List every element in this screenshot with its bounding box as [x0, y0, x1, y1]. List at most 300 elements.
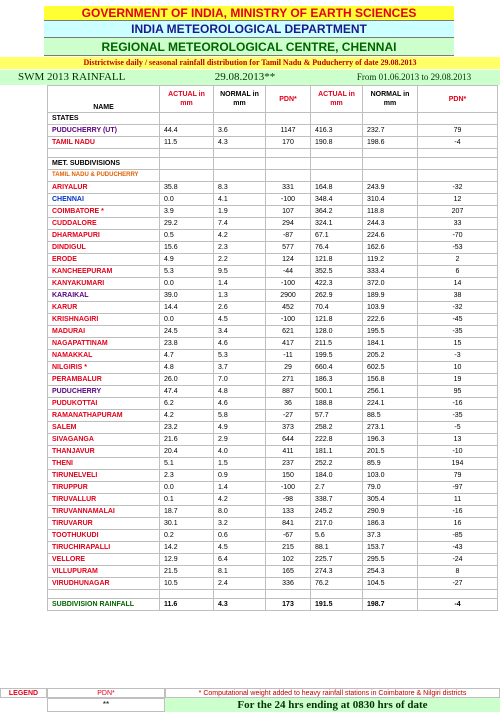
cell-a2: 2.7 — [311, 482, 363, 494]
row-name: KARAIKAL — [48, 290, 160, 302]
row-name: TIRUVARUR — [48, 518, 160, 530]
row-name: NILGIRIS * — [48, 362, 160, 374]
cell-p1: 887 — [266, 386, 311, 398]
district-row — [48, 194, 498, 206]
cell-p2: -3 — [418, 350, 498, 362]
district-row — [48, 458, 498, 470]
row-name: RAMANATHAPURAM — [48, 410, 160, 422]
row-name: ARIYALUR — [48, 182, 160, 194]
cell-a2: 181.1 — [311, 446, 363, 458]
cell-a2: 211.5 — [311, 338, 363, 350]
cell-n1: 0.9 — [214, 470, 266, 482]
row-name: PUDUCHERRY — [48, 386, 160, 398]
cell-n1: 2.6 — [214, 302, 266, 314]
row-name: PERAMBALUR — [48, 374, 160, 386]
cell-p2: 207 — [418, 206, 498, 218]
cell-n1: 4.6 — [214, 398, 266, 410]
col-normal-day: NORMAL in mm — [214, 86, 266, 113]
cell-p1: 29 — [266, 362, 311, 374]
cell-n2: 224.1 — [363, 398, 418, 410]
cell-p2: -35 — [418, 326, 498, 338]
district-row — [48, 230, 498, 242]
cell-p2: 14 — [418, 278, 498, 290]
cell-a2: 186.3 — [311, 374, 363, 386]
cell-a2: 422.3 — [311, 278, 363, 290]
cell-a1: 39.0 — [160, 290, 214, 302]
cell-n2: 196.3 — [363, 434, 418, 446]
cell-n1: 1.3 — [214, 290, 266, 302]
cell-p2: -10 — [418, 446, 498, 458]
cell-n1: 9.5 — [214, 266, 266, 278]
cell-p2: -4 — [418, 599, 498, 611]
cell-p2: 12 — [418, 194, 498, 206]
cell-n1: 7.4 — [214, 218, 266, 230]
cell-n2: 244.3 — [363, 218, 418, 230]
cell-p1: -100 — [266, 314, 311, 326]
cell-a2: 164.8 — [311, 182, 363, 194]
district-row — [48, 218, 498, 230]
section-row-met-sub — [48, 170, 498, 182]
state-row — [48, 137, 498, 149]
cell-p1: -11 — [266, 350, 311, 362]
cell-n1: 4.3 — [214, 137, 266, 149]
cell-p2: -27 — [418, 578, 498, 590]
section-label — [48, 149, 160, 158]
cell-a2: 191.5 — [311, 599, 363, 611]
cell-p1: 36 — [266, 398, 311, 410]
cell-n1: 3.2 — [214, 518, 266, 530]
district-row — [48, 518, 498, 530]
cell-p2: 2 — [418, 254, 498, 266]
col-normal-season: NORMAL in mm — [363, 86, 418, 113]
cell-a1: 0.0 — [160, 194, 214, 206]
cell-n1: 2.3 — [214, 242, 266, 254]
district-row — [48, 542, 498, 554]
district-row — [48, 398, 498, 410]
cell-p2: 16 — [418, 518, 498, 530]
row-name: KARUR — [48, 302, 160, 314]
cell-p2: 79 — [418, 470, 498, 482]
cell-n2: 118.8 — [363, 206, 418, 218]
cell-p2: 79 — [418, 125, 498, 137]
cell-n1: 3.6 — [214, 125, 266, 137]
section-label: STATES — [48, 113, 160, 125]
cell-a1: 21.6 — [160, 434, 214, 446]
cell-n2: 232.7 — [363, 125, 418, 137]
cell-p2: 15 — [418, 338, 498, 350]
cell-n2: 372.0 — [363, 278, 418, 290]
cell-n1: 7.0 — [214, 374, 266, 386]
footer-double-star: ** — [47, 698, 165, 712]
row-name: TIRUVALLUR — [48, 494, 160, 506]
cell-n2: 205.2 — [363, 350, 418, 362]
district-row — [48, 410, 498, 422]
cell-p2: -16 — [418, 398, 498, 410]
cell-n1: 4.1 — [214, 194, 266, 206]
cell-n1: 4.2 — [214, 494, 266, 506]
cell-a1: 14.2 — [160, 542, 214, 554]
cell-a2: 364.2 — [311, 206, 363, 218]
cell-n1: 4.5 — [214, 314, 266, 326]
row-name: CUDDALORE — [48, 218, 160, 230]
cell-n1: 0.6 — [214, 530, 266, 542]
cell-n2: 198.7 — [363, 599, 418, 611]
rainfall-table — [47, 85, 498, 611]
cell-a2: 76.2 — [311, 578, 363, 590]
cell-a1: 5.1 — [160, 458, 214, 470]
cell-p1: -100 — [266, 194, 311, 206]
cell-a1: 24.5 — [160, 326, 214, 338]
cell-a1: 2.3 — [160, 470, 214, 482]
cell-n1: 8.0 — [214, 506, 266, 518]
cell-p1: 1147 — [266, 125, 311, 137]
cell-a1: 30.1 — [160, 518, 214, 530]
cell-a1: 23.2 — [160, 422, 214, 434]
footer-note: For the 24 hrs ending at 0830 hrs of date — [165, 698, 500, 712]
district-row — [48, 374, 498, 386]
cell-n1: 8.3 — [214, 182, 266, 194]
cell-p1: 841 — [266, 518, 311, 530]
column-header-row — [48, 86, 498, 113]
cell-a1: 4.2 — [160, 410, 214, 422]
row-name: TOOTHUKUDI — [48, 530, 160, 542]
cell-n1: 4.8 — [214, 386, 266, 398]
district-row — [48, 530, 498, 542]
section-row-met — [48, 158, 498, 170]
row-name: MADURAI — [48, 326, 160, 338]
row-name: TIRUPPUR — [48, 482, 160, 494]
district-row — [48, 290, 498, 302]
cell-a1: 10.5 — [160, 578, 214, 590]
cell-a2: 274.3 — [311, 566, 363, 578]
cell-p1: -27 — [266, 410, 311, 422]
cell-n2: 602.5 — [363, 362, 418, 374]
row-name: THANJAVUR — [48, 446, 160, 458]
district-row — [48, 278, 498, 290]
cell-n2: 85.9 — [363, 458, 418, 470]
cell-n2: 88.5 — [363, 410, 418, 422]
cell-n2: 290.9 — [363, 506, 418, 518]
row-name: VELLORE — [48, 554, 160, 566]
cell-n2: 156.8 — [363, 374, 418, 386]
district-row — [48, 434, 498, 446]
cell-a1: 44.4 — [160, 125, 214, 137]
district-row — [48, 494, 498, 506]
section-label: MET. SUBDIVISIONS — [48, 158, 160, 170]
cell-a2: 188.8 — [311, 398, 363, 410]
cell-p1: 133 — [266, 506, 311, 518]
cell-a2: 76.4 — [311, 242, 363, 254]
cell-a1: 35.8 — [160, 182, 214, 194]
cell-n2: 256.1 — [363, 386, 418, 398]
cell-p1: 417 — [266, 338, 311, 350]
cell-p2: 38 — [418, 290, 498, 302]
cell-n1: 1.4 — [214, 482, 266, 494]
cell-a2: 348.4 — [311, 194, 363, 206]
district-row — [48, 506, 498, 518]
cell-p2: 10 — [418, 362, 498, 374]
district-row — [48, 206, 498, 218]
cell-p1: 170 — [266, 137, 311, 149]
cell-n2: 305.4 — [363, 494, 418, 506]
row-name: CHENNAI — [48, 194, 160, 206]
cell-n1: 2.9 — [214, 434, 266, 446]
cell-p1: 331 — [266, 182, 311, 194]
col-actual-day: ACTUAL in mm — [160, 86, 214, 113]
cell-n2: 333.4 — [363, 266, 418, 278]
col-actual-season: ACTUAL in mm — [311, 86, 363, 113]
legend-row — [0, 688, 500, 698]
cell-n1: 4.3 — [214, 599, 266, 611]
cell-a1: 14.4 — [160, 302, 214, 314]
cell-p1: -87 — [266, 230, 311, 242]
cell-a2: 225.7 — [311, 554, 363, 566]
spacer-row — [48, 149, 498, 158]
cell-p2: 13 — [418, 434, 498, 446]
cell-p1: 411 — [266, 446, 311, 458]
cell-n1: 4.5 — [214, 542, 266, 554]
row-name: DHARMAPURI — [48, 230, 160, 242]
cell-a2: 500.1 — [311, 386, 363, 398]
cell-n1: 1.4 — [214, 278, 266, 290]
district-row — [48, 326, 498, 338]
cell-p1: 294 — [266, 218, 311, 230]
cell-p1: -98 — [266, 494, 311, 506]
cell-a2: 352.5 — [311, 266, 363, 278]
district-row — [48, 242, 498, 254]
row-name: SALEM — [48, 422, 160, 434]
district-row — [48, 470, 498, 482]
cell-n2: 254.3 — [363, 566, 418, 578]
legend-note: * Computational weight added to heavy rainfall stations in Coimbatore & Nilgiri districts — [165, 688, 500, 698]
cell-a2: 217.0 — [311, 518, 363, 530]
cell-a1: 20.4 — [160, 446, 214, 458]
row-name: KANYAKUMARI — [48, 278, 160, 290]
cell-a2: 338.7 — [311, 494, 363, 506]
row-name: COIMBATORE * — [48, 206, 160, 218]
cell-p2: -16 — [418, 506, 498, 518]
cell-p1: 107 — [266, 206, 311, 218]
cell-n1: 3.7 — [214, 362, 266, 374]
cell-a1: 0.0 — [160, 314, 214, 326]
cell-a1: 23.8 — [160, 338, 214, 350]
cell-a1: 5.3 — [160, 266, 214, 278]
row-name: THENI — [48, 458, 160, 470]
cell-a1: 6.2 — [160, 398, 214, 410]
cell-a1: 11.5 — [160, 137, 214, 149]
cell-p1: -100 — [266, 278, 311, 290]
cell-n1: 4.9 — [214, 422, 266, 434]
cell-n1: 4.6 — [214, 338, 266, 350]
cell-a2: 128.0 — [311, 326, 363, 338]
cell-n2: 103.0 — [363, 470, 418, 482]
cell-p2: -32 — [418, 302, 498, 314]
district-row — [48, 482, 498, 494]
cell-p2: -45 — [418, 314, 498, 326]
cell-n2: 198.6 — [363, 137, 418, 149]
cell-a2: 88.1 — [311, 542, 363, 554]
section-row-states — [48, 113, 498, 125]
cell-n2: 153.7 — [363, 542, 418, 554]
cell-n1: 6.4 — [214, 554, 266, 566]
cell-p2: -4 — [418, 137, 498, 149]
cell-n1: 3.4 — [214, 326, 266, 338]
cell-p1: -100 — [266, 482, 311, 494]
row-name: VIRUDHUNAGAR — [48, 578, 160, 590]
cell-a2: 416.3 — [311, 125, 363, 137]
district-row — [48, 338, 498, 350]
row-name: KRISHNAGIRI — [48, 314, 160, 326]
legend-label: LEGEND — [0, 688, 47, 698]
cell-p2: -70 — [418, 230, 498, 242]
subdivision-total-row — [48, 599, 498, 611]
cell-p1: 124 — [266, 254, 311, 266]
cell-n1: 2.2 — [214, 254, 266, 266]
cell-p1: 336 — [266, 578, 311, 590]
cell-a2: 245.2 — [311, 506, 363, 518]
col-pdn-day: PDN* — [266, 86, 311, 113]
cell-p1: 215 — [266, 542, 311, 554]
cell-p2: 11 — [418, 494, 498, 506]
cell-a2: 262.9 — [311, 290, 363, 302]
cell-n1: 1.9 — [214, 206, 266, 218]
cell-a1: 0.2 — [160, 530, 214, 542]
district-row — [48, 386, 498, 398]
spacer-row — [48, 590, 498, 599]
cell-p2: -85 — [418, 530, 498, 542]
row-name: DINDIGUL — [48, 242, 160, 254]
cell-n1: 8.1 — [214, 566, 266, 578]
cell-p2: 33 — [418, 218, 498, 230]
cell-p1: -67 — [266, 530, 311, 542]
cell-a1: 0.5 — [160, 230, 214, 242]
cell-a1: 3.9 — [160, 206, 214, 218]
cell-n1: 5.3 — [214, 350, 266, 362]
cell-a2: 324.1 — [311, 218, 363, 230]
cell-p2: -5 — [418, 422, 498, 434]
cell-p2: -97 — [418, 482, 498, 494]
district-row — [48, 446, 498, 458]
district-row — [48, 266, 498, 278]
cell-n2: 103.9 — [363, 302, 418, 314]
cell-a1: 0.1 — [160, 494, 214, 506]
cell-a1: 29.2 — [160, 218, 214, 230]
district-row — [48, 302, 498, 314]
cell-n1: 1.5 — [214, 458, 266, 470]
cell-n2: 37.3 — [363, 530, 418, 542]
cell-n2: 222.6 — [363, 314, 418, 326]
section-label — [48, 590, 160, 599]
cell-n1: 2.4 — [214, 578, 266, 590]
cell-a1: 18.7 — [160, 506, 214, 518]
report-subtitle: Districtwise daily / seasonal rainfall distribution for Tamil Nadu & Puducherry of date 29.08.2013 — [0, 57, 500, 69]
row-name: SUBDIVISION RAINFALL — [48, 599, 160, 611]
cell-p1: 621 — [266, 326, 311, 338]
row-name: TIRUCHIRAPALLI — [48, 542, 160, 554]
cell-p1: 165 — [266, 566, 311, 578]
cell-n2: 184.1 — [363, 338, 418, 350]
col-name: NAME — [48, 86, 160, 113]
cell-p1: 150 — [266, 470, 311, 482]
report-date: 29.08.2013** — [214, 71, 276, 83]
cell-a1: 26.0 — [160, 374, 214, 386]
cell-n1: 4.2 — [214, 230, 266, 242]
cell-p1: 102 — [266, 554, 311, 566]
cell-a2: 660.4 — [311, 362, 363, 374]
cell-a2: 222.8 — [311, 434, 363, 446]
state-row — [48, 125, 498, 137]
district-row — [48, 422, 498, 434]
cell-n2: 273.1 — [363, 422, 418, 434]
cell-n1: 5.8 — [214, 410, 266, 422]
cell-a1: 4.8 — [160, 362, 214, 374]
cell-a1: 15.6 — [160, 242, 214, 254]
cell-p2: -35 — [418, 410, 498, 422]
cell-a2: 252.2 — [311, 458, 363, 470]
section-label: TAMIL NADU & PUDUCHERRY — [48, 170, 160, 182]
cell-a2: 199.5 — [311, 350, 363, 362]
cell-a2: 57.7 — [311, 410, 363, 422]
cell-a2: 70.4 — [311, 302, 363, 314]
cell-p2: 194 — [418, 458, 498, 470]
row-name: NAGAPATTINAM — [48, 338, 160, 350]
cell-p1: -44 — [266, 266, 311, 278]
cell-p2: -32 — [418, 182, 498, 194]
cell-p1: 2900 — [266, 290, 311, 302]
cell-a2: 67.1 — [311, 230, 363, 242]
cell-a1: 21.5 — [160, 566, 214, 578]
cell-n2: 162.6 — [363, 242, 418, 254]
row-name: ERODE — [48, 254, 160, 266]
cell-a1: 0.0 — [160, 278, 214, 290]
cell-p2: -24 — [418, 554, 498, 566]
season-range: From 01.06.2013 to 29.08.2013 — [356, 72, 472, 82]
row-name: TIRUVANNAMALAI — [48, 506, 160, 518]
title-bar — [0, 70, 500, 85]
row-name: VILLUPURAM — [48, 566, 160, 578]
cell-n2: 224.6 — [363, 230, 418, 242]
header-centre: REGIONAL METEOROLOGICAL CENTRE, CHENNAI — [44, 38, 454, 56]
row-name: TAMIL NADU — [48, 137, 160, 149]
cell-a1: 4.9 — [160, 254, 214, 266]
cell-p1: 271 — [266, 374, 311, 386]
cell-a2: 190.8 — [311, 137, 363, 149]
cell-a1: 0.0 — [160, 482, 214, 494]
district-row — [48, 362, 498, 374]
cell-p2: -43 — [418, 542, 498, 554]
cell-n2: 79.0 — [363, 482, 418, 494]
season-label: SWM 2013 RAINFALL — [18, 71, 126, 83]
cell-a1: 4.7 — [160, 350, 214, 362]
cell-a2: 121.8 — [311, 314, 363, 326]
cell-p1: 452 — [266, 302, 311, 314]
cell-p2: 6 — [418, 266, 498, 278]
cell-a2: 5.6 — [311, 530, 363, 542]
row-name: NAMAKKAL — [48, 350, 160, 362]
row-name: PUDUKOTTAI — [48, 398, 160, 410]
district-row — [48, 578, 498, 590]
district-row — [48, 314, 498, 326]
cell-a1: 11.6 — [160, 599, 214, 611]
legend-pdn: PDN* — [47, 688, 165, 698]
district-row — [48, 182, 498, 194]
district-row — [48, 254, 498, 266]
cell-n2: 104.5 — [363, 578, 418, 590]
cell-n2: 195.5 — [363, 326, 418, 338]
cell-a1: 12.9 — [160, 554, 214, 566]
row-name: SIVAGANGA — [48, 434, 160, 446]
cell-a2: 184.0 — [311, 470, 363, 482]
